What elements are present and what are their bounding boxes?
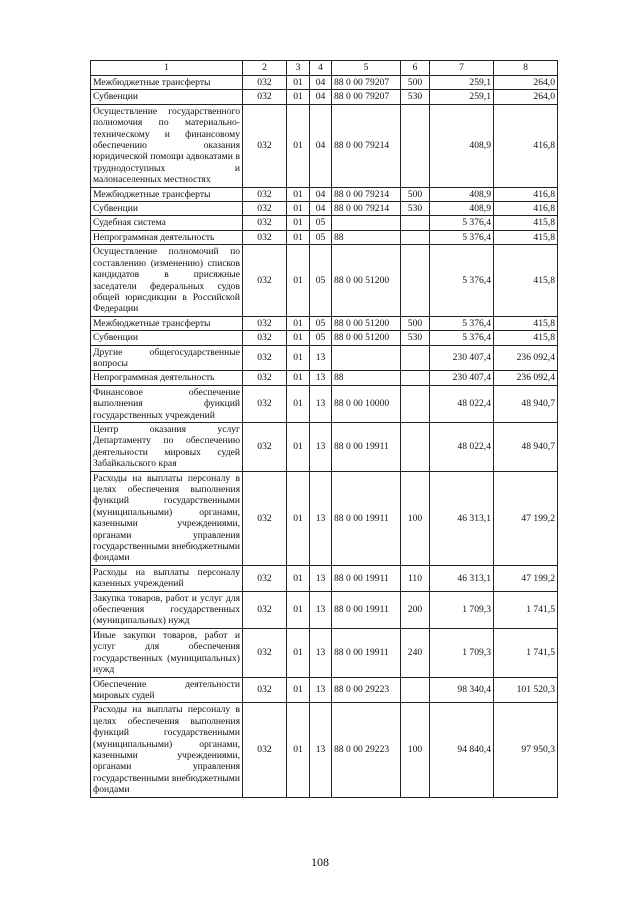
row-section-code: 01 (287, 345, 310, 371)
row-amount-2: 236 092,4 (494, 371, 558, 385)
row-target-article: 88 0 00 79207 (332, 76, 401, 90)
row-name: Закупка товаров, работ и услуг для обеспечения государственных (муниципальных) нужд (91, 591, 243, 628)
row-amount-2: 415,8 (494, 216, 558, 230)
row-amount-1: 5 376,4 (430, 216, 494, 230)
row-amount-1: 408,9 (430, 202, 494, 216)
row-amount-2: 101 520,3 (494, 677, 558, 703)
row-name: Судебная система (91, 216, 243, 230)
table-row (91, 202, 558, 216)
row-ved-code: 032 (243, 345, 287, 371)
row-name: Другие общегосударственные вопросы (91, 345, 243, 371)
row-section-code: 01 (287, 202, 310, 216)
row-expense-type (401, 345, 430, 371)
row-name: Осуществление государственного полномочия по материально-техническому и финансовому обеспечению оказания юридической помощи адвокатами в труднодоступных и малонаселенных местностях (91, 104, 243, 187)
row-expense-type (401, 371, 430, 385)
table-row (91, 216, 558, 230)
row-expense-type (401, 385, 430, 422)
table-row (91, 104, 558, 187)
row-amount-1: 94 840,4 (430, 703, 494, 797)
row-ved-code: 032 (243, 104, 287, 187)
row-amount-2: 1 741,5 (494, 628, 558, 677)
row-target-article (332, 345, 401, 371)
row-amount-2: 416,8 (494, 104, 558, 187)
table-row (91, 371, 558, 385)
row-section-code: 01 (287, 371, 310, 385)
row-target-article: 88 0 00 51200 (332, 331, 401, 345)
row-ved-code: 032 (243, 371, 287, 385)
row-name: Межбюджетные трансферты (91, 76, 243, 90)
header-col-2: 2 (243, 61, 287, 76)
row-section-code: 01 (287, 230, 310, 244)
row-target-article: 88 0 00 79207 (332, 90, 401, 104)
table-row (91, 565, 558, 591)
row-subsection-code: 04 (310, 104, 332, 187)
row-expense-type: 530 (401, 90, 430, 104)
row-expense-type (401, 677, 430, 703)
table-row (91, 76, 558, 90)
row-expense-type (401, 104, 430, 187)
row-subsection-code: 04 (310, 90, 332, 104)
row-ved-code: 032 (243, 471, 287, 565)
row-name: Межбюджетные трансферты (91, 187, 243, 201)
row-amount-1: 259,1 (430, 76, 494, 90)
row-amount-2: 97 950,3 (494, 703, 558, 797)
row-ved-code: 032 (243, 422, 287, 471)
table-row (91, 677, 558, 703)
row-section-code: 01 (287, 187, 310, 201)
row-section-code: 01 (287, 677, 310, 703)
row-target-article: 88 0 00 29223 (332, 703, 401, 797)
row-subsection-code: 04 (310, 202, 332, 216)
row-subsection-code: 13 (310, 591, 332, 628)
row-amount-1: 98 340,4 (430, 677, 494, 703)
row-ved-code: 032 (243, 385, 287, 422)
row-amount-2: 415,8 (494, 245, 558, 316)
row-target-article: 88 0 00 19911 (332, 591, 401, 628)
row-amount-2: 47 199,2 (494, 565, 558, 591)
header-col-7: 7 (430, 61, 494, 76)
header-col-6: 6 (401, 61, 430, 76)
row-amount-1: 408,9 (430, 104, 494, 187)
table-row (91, 331, 558, 345)
row-target-article: 88 0 00 10000 (332, 385, 401, 422)
row-expense-type (401, 230, 430, 244)
row-name: Расходы на выплаты персоналу казенных учреждений (91, 565, 243, 591)
row-section-code: 01 (287, 565, 310, 591)
row-name: Осуществление полномочий по составлению (изменению) списков кандидатов в присяжные заседатели федеральных судов общей юрисдикции в Российской Федерации (91, 245, 243, 316)
row-subsection-code: 05 (310, 316, 332, 330)
row-subsection-code: 04 (310, 76, 332, 90)
row-ved-code: 032 (243, 565, 287, 591)
header-col-3: 3 (287, 61, 310, 76)
row-subsection-code: 05 (310, 216, 332, 230)
row-amount-2: 416,8 (494, 202, 558, 216)
row-section-code: 01 (287, 104, 310, 187)
row-expense-type: 500 (401, 316, 430, 330)
row-amount-1: 46 313,1 (430, 471, 494, 565)
row-expense-type: 530 (401, 202, 430, 216)
row-amount-2: 264,0 (494, 90, 558, 104)
row-target-article: 88 (332, 371, 401, 385)
table-row (91, 422, 558, 471)
row-ved-code: 032 (243, 76, 287, 90)
table-row (91, 471, 558, 565)
row-ved-code: 032 (243, 703, 287, 797)
row-target-article: 88 (332, 230, 401, 244)
row-expense-type: 100 (401, 471, 430, 565)
table-row (91, 230, 558, 244)
row-amount-1: 408,9 (430, 187, 494, 201)
row-section-code: 01 (287, 90, 310, 104)
budget-table (90, 60, 558, 798)
row-target-article: 88 0 00 79214 (332, 104, 401, 187)
row-ved-code: 032 (243, 230, 287, 244)
row-target-article: 88 0 00 19911 (332, 628, 401, 677)
row-ved-code: 032 (243, 331, 287, 345)
table-row (91, 385, 558, 422)
table-row (91, 245, 558, 316)
table-body (91, 76, 558, 798)
row-section-code: 01 (287, 316, 310, 330)
table-row (91, 628, 558, 677)
table-row (91, 591, 558, 628)
row-section-code: 01 (287, 245, 310, 316)
row-name: Непрограммная деятельность (91, 230, 243, 244)
table-row (91, 703, 558, 797)
row-section-code: 01 (287, 628, 310, 677)
row-amount-1: 259,1 (430, 90, 494, 104)
row-target-article: 88 0 00 29223 (332, 677, 401, 703)
row-amount-1: 1 709,3 (430, 628, 494, 677)
row-section-code: 01 (287, 331, 310, 345)
row-name: Обеспечение деятельности мировых судей (91, 677, 243, 703)
row-ved-code: 032 (243, 90, 287, 104)
row-ved-code: 032 (243, 187, 287, 201)
row-subsection-code: 05 (310, 331, 332, 345)
row-subsection-code: 13 (310, 703, 332, 797)
row-amount-2: 264,0 (494, 76, 558, 90)
row-name: Субвенции (91, 90, 243, 104)
row-amount-1: 5 376,4 (430, 316, 494, 330)
row-target-article: 88 0 00 51200 (332, 245, 401, 316)
row-target-article: 88 0 00 19911 (332, 471, 401, 565)
row-expense-type: 500 (401, 76, 430, 90)
row-target-article: 88 0 00 51200 (332, 316, 401, 330)
row-amount-1: 5 376,4 (430, 245, 494, 316)
row-subsection-code: 13 (310, 565, 332, 591)
row-section-code: 01 (287, 216, 310, 230)
row-amount-2: 415,8 (494, 316, 558, 330)
row-amount-1: 230 407,4 (430, 371, 494, 385)
row-subsection-code: 13 (310, 371, 332, 385)
row-name: Субвенции (91, 331, 243, 345)
row-name: Непрограммная деятельность (91, 371, 243, 385)
row-expense-type (401, 422, 430, 471)
row-amount-2: 415,8 (494, 331, 558, 345)
row-expense-type (401, 216, 430, 230)
header-row (91, 61, 558, 76)
row-expense-type: 100 (401, 703, 430, 797)
row-target-article: 88 0 00 79214 (332, 202, 401, 216)
table-row (91, 345, 558, 371)
row-expense-type (401, 245, 430, 316)
row-section-code: 01 (287, 76, 310, 90)
row-name: Финансовое обеспечение выполнения функций государственных учреждений (91, 385, 243, 422)
table-header (91, 61, 558, 76)
row-name: Межбюджетные трансферты (91, 316, 243, 330)
header-col-4: 4 (310, 61, 332, 76)
table-row (91, 90, 558, 104)
row-name: Расходы на выплаты персоналу в целях обеспечения выполнения функций государственными (муниципальными) органами, казенными учреждениями, органами управления государственными внебюджетными фондами (91, 703, 243, 797)
row-amount-2: 236 092,4 (494, 345, 558, 371)
row-name: Расходы на выплаты персоналу в целях обеспечения выполнения функций государственными (муниципальными) органами, казенными учреждениями, органами управления государственными внебюджетными фондами (91, 471, 243, 565)
row-ved-code: 032 (243, 628, 287, 677)
row-ved-code: 032 (243, 245, 287, 316)
row-expense-type: 110 (401, 565, 430, 591)
table-row (91, 187, 558, 201)
header-col-5: 5 (332, 61, 401, 76)
table-row (91, 316, 558, 330)
row-amount-1: 230 407,4 (430, 345, 494, 371)
row-target-article (332, 216, 401, 230)
row-ved-code: 032 (243, 677, 287, 703)
row-amount-2: 48 940,7 (494, 422, 558, 471)
row-name: Субвенции (91, 202, 243, 216)
row-amount-1: 1 709,3 (430, 591, 494, 628)
header-col-1: 1 (91, 61, 243, 76)
row-subsection-code: 13 (310, 385, 332, 422)
row-amount-1: 46 313,1 (430, 565, 494, 591)
row-amount-2: 1 741,5 (494, 591, 558, 628)
row-subsection-code: 05 (310, 245, 332, 316)
row-amount-2: 47 199,2 (494, 471, 558, 565)
row-ved-code: 032 (243, 202, 287, 216)
row-name: Центр оказания услуг Департаменту по обеспечению деятельности мировых судей Забайкальского края (91, 422, 243, 471)
row-amount-1: 48 022,4 (430, 385, 494, 422)
row-section-code: 01 (287, 422, 310, 471)
row-subsection-code: 13 (310, 345, 332, 371)
row-section-code: 01 (287, 591, 310, 628)
row-name: Иные закупки товаров, работ и услуг для обеспечения государственных (муниципальных) нужд (91, 628, 243, 677)
row-expense-type: 530 (401, 331, 430, 345)
row-subsection-code: 04 (310, 187, 332, 201)
row-section-code: 01 (287, 703, 310, 797)
row-amount-2: 48 940,7 (494, 385, 558, 422)
row-expense-type: 240 (401, 628, 430, 677)
header-col-8: 8 (494, 61, 558, 76)
row-subsection-code: 13 (310, 422, 332, 471)
row-expense-type: 500 (401, 187, 430, 201)
row-ved-code: 032 (243, 591, 287, 628)
row-subsection-code: 13 (310, 628, 332, 677)
page-number: 108 (311, 855, 329, 869)
row-target-article: 88 0 00 19911 (332, 422, 401, 471)
row-target-article: 88 0 00 79214 (332, 187, 401, 201)
row-amount-2: 415,8 (494, 230, 558, 244)
row-ved-code: 032 (243, 216, 287, 230)
row-subsection-code: 13 (310, 677, 332, 703)
row-target-article: 88 0 00 19911 (332, 565, 401, 591)
row-amount-2: 416,8 (494, 187, 558, 201)
row-subsection-code: 05 (310, 230, 332, 244)
row-amount-1: 5 376,4 (430, 331, 494, 345)
row-expense-type: 200 (401, 591, 430, 628)
row-amount-1: 48 022,4 (430, 422, 494, 471)
row-ved-code: 032 (243, 316, 287, 330)
row-subsection-code: 13 (310, 471, 332, 565)
row-amount-1: 5 376,4 (430, 230, 494, 244)
row-section-code: 01 (287, 385, 310, 422)
row-section-code: 01 (287, 471, 310, 565)
